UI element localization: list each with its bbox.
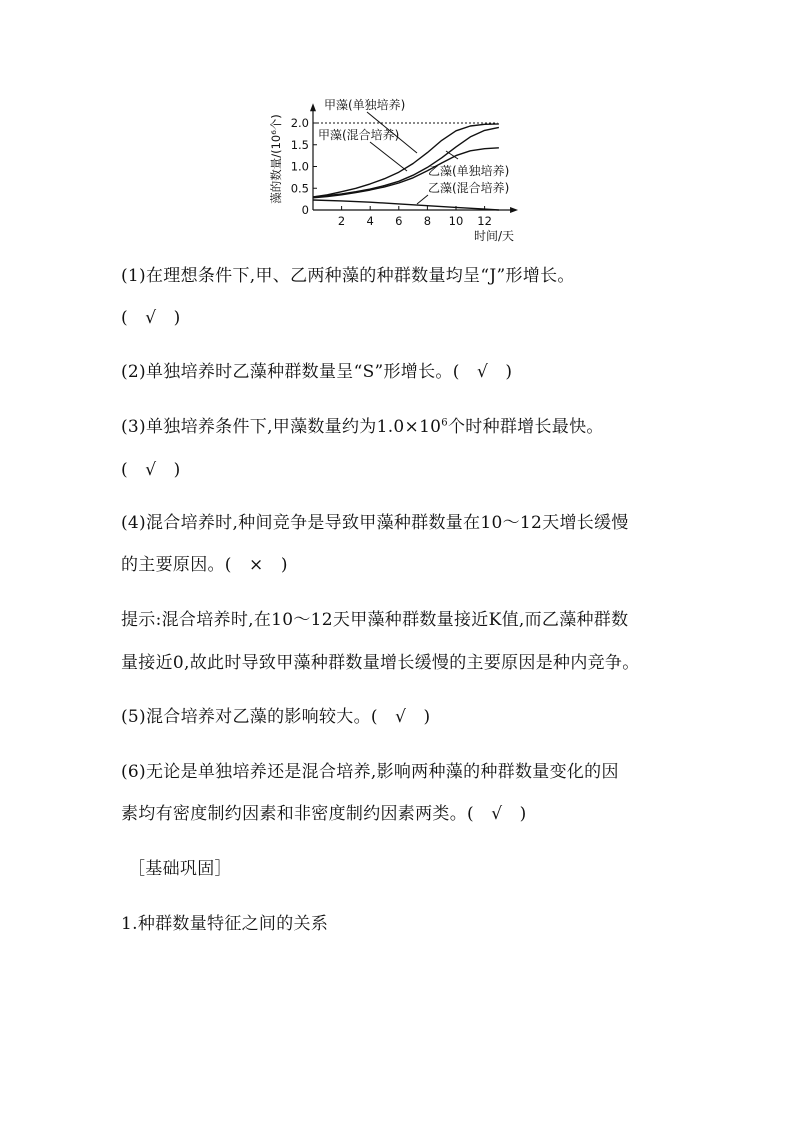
section-heading: ［基础巩固］	[128, 859, 232, 879]
question-3-text: (3)单独培养条件下,甲藻数量约为1.0×10	[121, 417, 442, 437]
hint-line-2: 量接近0,故此时导致甲藻种群数量增长缓慢的主要原因是种内竞争。	[121, 653, 640, 673]
population-chart	[262, 93, 532, 243]
x-tick-label: 6	[395, 214, 403, 228]
y-tick-label: 1.5	[290, 137, 309, 152]
item-1-heading: 1.种群数量特征之间的关系	[121, 914, 329, 934]
question-1-answer: ( √ )	[121, 308, 181, 328]
series-label-leader-4	[417, 195, 428, 204]
question-3-answer: ( √ )	[121, 460, 181, 480]
series-label-1: 甲藻(单独培养)	[324, 98, 406, 112]
question-2: (2)单独培养时乙藻种群数量呈“S”形增长。( √ )	[121, 362, 513, 382]
question-3-text-end: 个时种群增长最快。	[447, 417, 604, 437]
y-axis-arrow	[310, 103, 316, 111]
question-5: (5)混合培养对乙藻的影响较大。( √ )	[121, 707, 431, 727]
question-1: (1)在理想条件下,甲、乙两种藻的种群数量均呈“J”形增长。	[121, 266, 575, 286]
series-label-3: 乙藻(单独培养)	[428, 164, 510, 178]
hint-line-1: 提示:混合培养时,在10～12天甲藻种群数量接近K值,而乙藻种群数	[121, 610, 629, 630]
series-label-4: 乙藻(混合培养)	[428, 181, 510, 195]
y-tick-label: 2.0	[290, 116, 309, 130]
series-label-2: 甲藻(混合培养)	[318, 128, 400, 142]
question-3	[121, 415, 604, 439]
y-tick-label: 0	[301, 203, 309, 217]
series-line-4	[313, 200, 499, 210]
question-4-line-1: (4)混合培养时,种间竞争是导致甲藻种群数量在10～12天增长缓慢	[121, 513, 629, 533]
y-tick-label: 1.0	[290, 159, 309, 174]
y-tick-label: 0.5	[290, 181, 309, 196]
series-label-leader-2	[370, 142, 407, 171]
chart-svg	[262, 93, 532, 243]
x-tick-label: 2	[337, 214, 346, 228]
y-axis-label: 藻的数量/(10⁶个)	[269, 114, 283, 204]
question-3-exponent: 6	[441, 417, 448, 429]
x-tick-label: 10	[448, 214, 464, 228]
x-tick-label: 12	[477, 214, 492, 228]
question-4-line-2: 的主要原因。( × )	[121, 555, 288, 575]
x-tick-label: 4	[366, 214, 374, 228]
x-axis-label: 时间/天	[473, 229, 515, 243]
question-6-line-1: (6)无论是单独培养还是混合培养,影响两种藻的种群数量变化的因	[121, 762, 619, 782]
question-6-line-2: 素均有密度制约因素和非密度制约因素两类。( √ )	[121, 804, 527, 824]
x-tick-label: 8	[423, 214, 432, 228]
x-axis-arrow	[510, 207, 518, 213]
